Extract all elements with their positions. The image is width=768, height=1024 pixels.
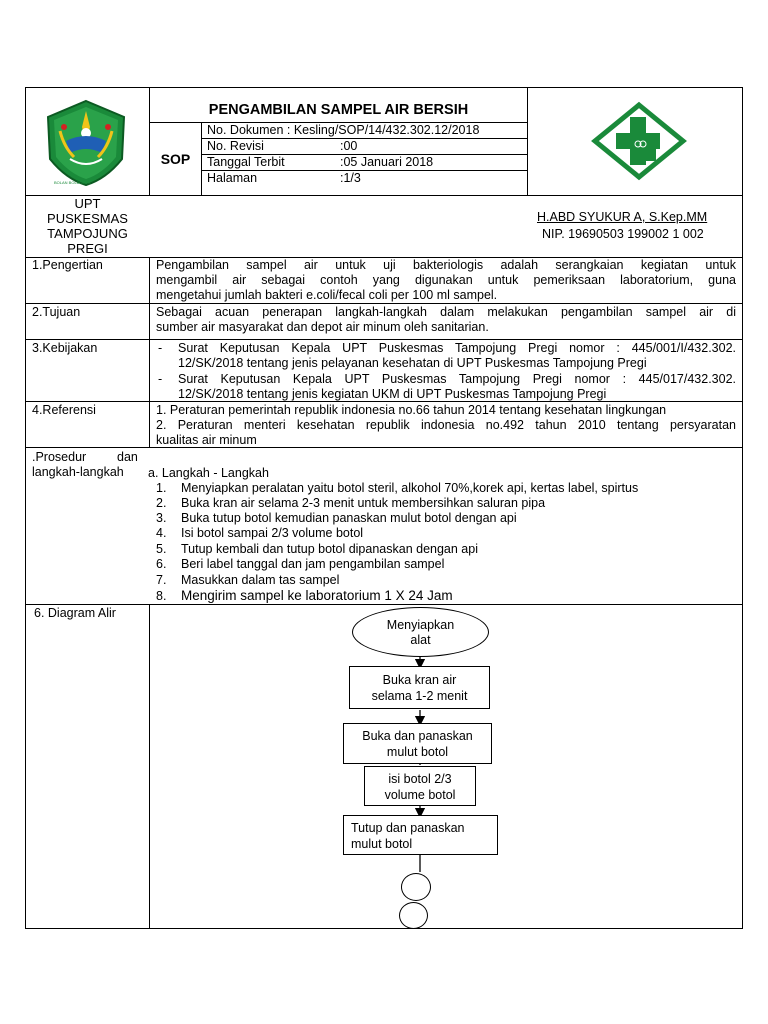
step-text: Menyiapkan peralatan yaitu botol steril, alkohol 70%,korek api, kertas label, spirtus xyxy=(181,481,639,495)
org-line-3: TAMPOJUNG xyxy=(47,226,128,241)
step-number: 2. xyxy=(156,496,167,510)
flow-step-box xyxy=(343,815,498,855)
kebijakan-item-line: Surat Keputusan Kepala UPT Puskesmas Tampojung Pregi nomor : 445/017/432.302. xyxy=(178,372,736,386)
referensi-line: 1. Peraturan pemerintah republik indonesia no.66 tahun 2014 tentang kesehatan lingkungan xyxy=(156,403,667,417)
step-text: Tutup kembali dan tutup botol dipanaskan dengan api xyxy=(181,542,478,556)
prosedur-subheading: a. Langkah - Langkah xyxy=(148,466,269,480)
flow-start-oval xyxy=(352,607,489,657)
flow-step-box xyxy=(349,666,490,709)
flow-step-line: volume botol xyxy=(384,788,456,802)
flow-step-line: isi botol 2/3 xyxy=(388,772,452,786)
flow-step-line: selama 1-2 menit xyxy=(371,689,468,703)
page-value: :1/3 xyxy=(340,171,361,185)
step-number: 5. xyxy=(156,542,167,556)
doc-number: No. Dokumen : Kesling/SOP/14/432.302.12/2018 xyxy=(207,123,480,137)
step-text: Isi botol sampai 2/3 volume botol xyxy=(181,526,364,540)
step-text: Mengirim sampel ke laboratorium 1 X 24 Jam xyxy=(181,588,453,603)
kebijakan-item-line: Surat Keputusan Kepala UPT Puskesmas Tampojung Pregi nomor : 445/001/I/432.302. xyxy=(178,341,736,355)
sop-label: SOP xyxy=(160,151,191,167)
kebijakan-item-line: 12/SK/2018 tentang jenis kegiatan UKM di UPT Puskesmas Tampojung Pregi xyxy=(178,387,607,401)
flow-step-line: mulut botol xyxy=(351,837,413,851)
page-label: Halaman xyxy=(207,171,258,185)
step-number: 8. xyxy=(156,589,167,603)
flow-connector-circle xyxy=(401,873,431,901)
step-text: Beri label tanggal dan jam pengambilan sampel xyxy=(181,557,445,571)
org-line-4: PREGI xyxy=(67,241,108,256)
step-text: Masukkan dalam tas sampel xyxy=(181,573,340,587)
step-number: 3. xyxy=(156,511,167,525)
section-label-diagram: 6. Diagram Alir xyxy=(34,606,116,620)
org-line-1: UPT xyxy=(74,196,101,211)
org-line-2: PUSKESMAS xyxy=(47,211,128,226)
page-title: PENGAMBILAN SAMPEL AIR BERSIH xyxy=(208,102,469,118)
step-number: 7. xyxy=(156,573,167,587)
issue-date-value: :05 Januari 2018 xyxy=(340,155,434,169)
section-label-prosedur-2: langkah-langkah xyxy=(32,465,124,479)
kebijakan-bullet: - xyxy=(158,341,163,355)
pengertian-line: mengambil air sebagai contoh yang digunakan untuk pemeriksaan laboratorium, guna xyxy=(156,273,736,287)
step-text: Buka tutup botol kemudian panaskan mulut botol dengan api xyxy=(181,511,517,525)
revision-value: :00 xyxy=(340,139,358,153)
signer-nip: NIP. 19690503 199002 1 002 xyxy=(542,227,704,241)
revision-label: No. Revisi xyxy=(207,139,264,153)
tujuan-line: sumber air masyarakat dan depot air minum oleh sanitarian. xyxy=(156,320,489,334)
flow-step-box xyxy=(364,766,476,806)
flow-step-line: Tutup dan panaskan xyxy=(351,821,465,835)
kebijakan-item-line: 12/SK/2018 tentang jenis pelayanan kesehatan di UPT Puskesmas Tampojung Pregi xyxy=(178,356,647,370)
issue-date-label: Tanggal Terbit xyxy=(207,155,285,169)
flow-start-line: Menyiapkan xyxy=(386,618,455,632)
signer-name: H.ABD SYUKUR A, S.Kep.MM xyxy=(537,210,708,224)
section-label-prosedur-dan: dan xyxy=(117,450,138,464)
section-label-referensi: 4.Referensi xyxy=(32,403,96,417)
tujuan-line: Sebagai acuan penerapan langkah-langkah dalam melakukan pengambilan sampel air di xyxy=(156,305,736,319)
section-label-pengertian: 1.Pengertian xyxy=(32,258,103,272)
step-text: Buka kran air selama 2-3 menit untuk membersihkan saluran pipa xyxy=(181,496,546,510)
flow-connector-circle xyxy=(399,902,428,929)
referensi-line: kualitas air minum xyxy=(156,433,257,447)
pengertian-line: Pengambilan sampel air untuk uji bakteriologis adalah serangkaian kegiatan untuk xyxy=(156,258,736,272)
section-label-prosedur: .Prosedur xyxy=(32,450,87,464)
emblem-bottom-text: BOLAN BOLBOLOR xyxy=(54,180,91,185)
step-number: 6. xyxy=(156,557,167,571)
section-label-tujuan: 2.Tujuan xyxy=(32,305,81,319)
flow-step-line: Buka dan panaskan xyxy=(362,729,473,743)
section-label-kebijakan: 3.Kebijakan xyxy=(32,341,98,355)
flow-step-line: mulut botol xyxy=(386,745,449,759)
flow-step-box xyxy=(343,723,492,764)
referensi-line: 2. Peraturan menteri kesehatan republik indonesia no.492 tahun 2010 tentang persyaratan xyxy=(156,418,736,432)
step-number: 4. xyxy=(156,526,167,540)
pengertian-line: mengetahui jumlah bakteri e.coli/fecal coli per 100 ml sampel. xyxy=(156,288,498,302)
flow-start-line: alat xyxy=(410,633,431,647)
kebijakan-bullet: - xyxy=(158,372,163,386)
step-number: 1. xyxy=(156,481,167,495)
flow-step-line: Buka kran air xyxy=(382,673,457,687)
